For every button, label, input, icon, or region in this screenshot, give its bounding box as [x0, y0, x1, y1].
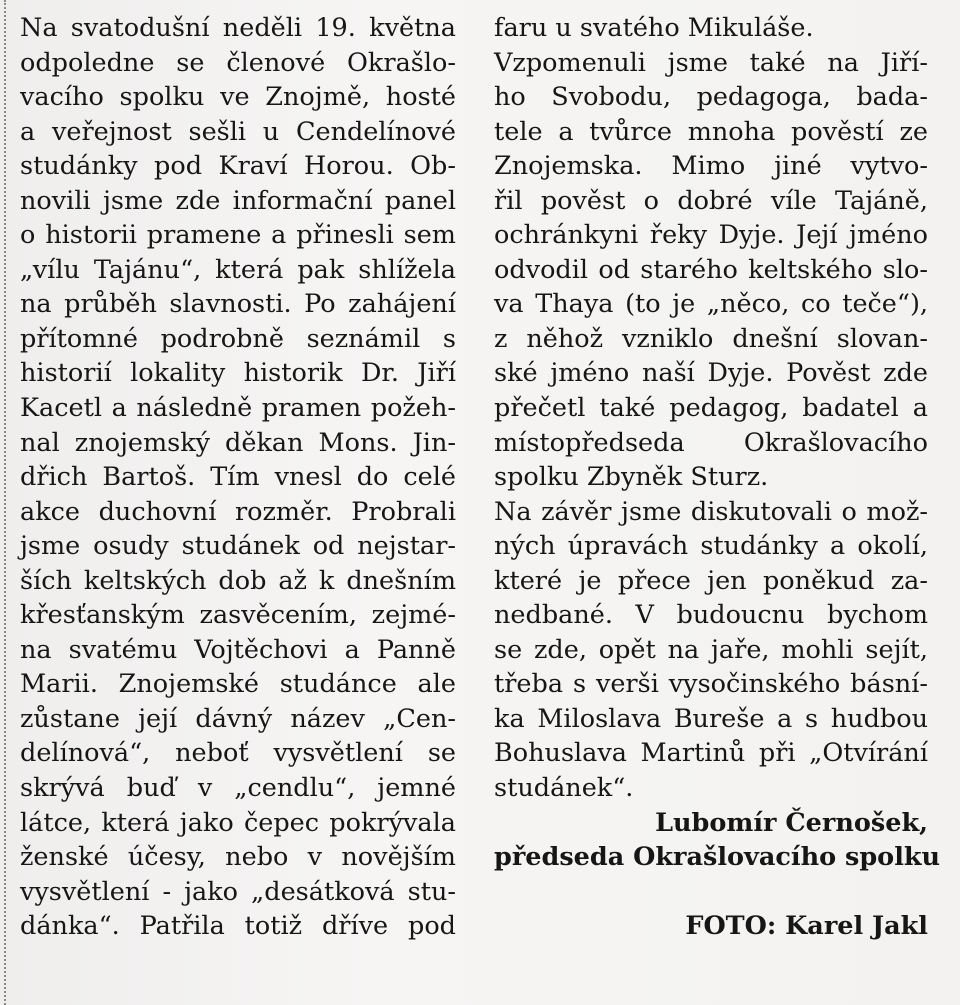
- text-line: akce duchovní rozměr. Probrali: [20, 496, 456, 527]
- text-line: Znojemska. Mimo jiné vytvo-: [494, 151, 928, 182]
- text-line: nal znojemský děkan Mons. Jin-: [20, 427, 456, 458]
- text-line: Na svatodušní neděli 19. května: [20, 13, 456, 43]
- text-line: na svatému Vojtěchovi a Panně: [20, 634, 456, 665]
- text-line: Marii. Znojemské studánce ale: [20, 669, 456, 700]
- text-line: dřich Bartoš. Tím vnesl do celé: [20, 462, 456, 493]
- text-line: odpoledne se členové Okrašlo-: [20, 47, 456, 78]
- spacer: [494, 875, 928, 910]
- text-line: vacího spolku ve Znojmě, hosté: [20, 82, 456, 113]
- text-line: Bohuslava Martinů při „Otvírání: [494, 738, 928, 769]
- text-line: dánka“. Patřila totiž dříve pod: [20, 911, 456, 942]
- text-line: ho Svobodu, pedagoga, bada-: [494, 82, 928, 113]
- text-line: delínová“, neboť vysvětlení se: [20, 738, 456, 769]
- dotted-cut-line: [4, 0, 6, 1005]
- text-line: Na závěr jsme diskutovali o mož-: [494, 496, 928, 527]
- text-line: faru u svatého Mikuláše.: [494, 13, 814, 43]
- text-line: vysvětlení - jako „desátková stu-: [20, 876, 456, 907]
- text-line: o historii pramene a přinesli sem: [20, 220, 456, 251]
- text-line: skrývá buď v „cendlu“, jemné: [20, 773, 456, 804]
- text-line: se zde, opět na jaře, mohli sejít,: [494, 634, 928, 665]
- text-line: z něhož vzniklo dnešní slovan-: [494, 323, 928, 354]
- text-line: třeba s verši vysočinského básní-: [494, 669, 928, 700]
- text-line: nedbané. V budoucnu bychom: [494, 600, 928, 631]
- text-line: na průběh slavnosti. Po zahájení: [20, 289, 456, 320]
- text-line: tele a tvůrce mnoha pověstí ze: [494, 116, 928, 147]
- text-line: zůstane její dávný název „Cen-: [20, 703, 456, 734]
- text-line: ných úpravách studánky a okolí,: [494, 531, 928, 562]
- text-line: Vzpomenuli jsme také na Jiří-: [494, 47, 928, 78]
- text-line: jsme osudy studánek od nejstar-: [20, 531, 456, 562]
- text-line: odvodil od starého keltského slo-: [494, 254, 928, 285]
- text-line: a veřejnost sešli u Cendelínové: [20, 116, 456, 147]
- text-line: novili jsme zde informační panel: [20, 185, 456, 216]
- author-role: předseda Okrašlovacího spolku: [494, 842, 941, 873]
- text-line: místopředseda Okrašlovacího: [494, 427, 928, 458]
- right-column: [494, 11, 941, 944]
- text-line: va Thaya (to je „něco, co teče“),: [494, 289, 928, 320]
- text-line: ochránkyni řeky Dyje. Její jméno: [494, 220, 928, 251]
- author-name: Lubomír Černošek,: [655, 807, 928, 838]
- left-column: [20, 11, 456, 944]
- text-line: které je přece jen poněkud za-: [494, 565, 928, 596]
- text-line: „vílu Tajánu“, která pak shlížela: [20, 254, 456, 285]
- text-line: křesťanským zasvěcením, zejmé-: [20, 600, 456, 631]
- text-line: přítomné podrobně seznámil s: [20, 323, 456, 354]
- text-line: studánek“.: [494, 773, 634, 804]
- text-line: látce, která jako čepec pokrývala: [20, 807, 456, 838]
- text-line: ších keltských dob až k dnešním: [20, 565, 456, 596]
- text-line: historií lokality historik Dr. Jiří: [20, 358, 456, 389]
- text-line: ka Miloslava Bureše a s hudbou: [494, 703, 928, 734]
- text-line: ženské účesy, nebo v novějším: [20, 842, 456, 873]
- text-line: přečetl také pedagog, badatel a: [494, 393, 928, 424]
- text-line: ské jméno naší Dyje. Pověst zde: [494, 358, 928, 389]
- text-line: Kacetl a následně pramen požeh-: [20, 393, 456, 424]
- photo-credit: FOTO: Karel Jakl: [685, 911, 928, 942]
- text-line: studánky pod Kraví Horou. Ob-: [20, 151, 456, 182]
- text-line: spolku Zbyněk Sturz.: [494, 462, 769, 493]
- text-line: řil pověst o dobré víle Tajáně,: [494, 185, 928, 216]
